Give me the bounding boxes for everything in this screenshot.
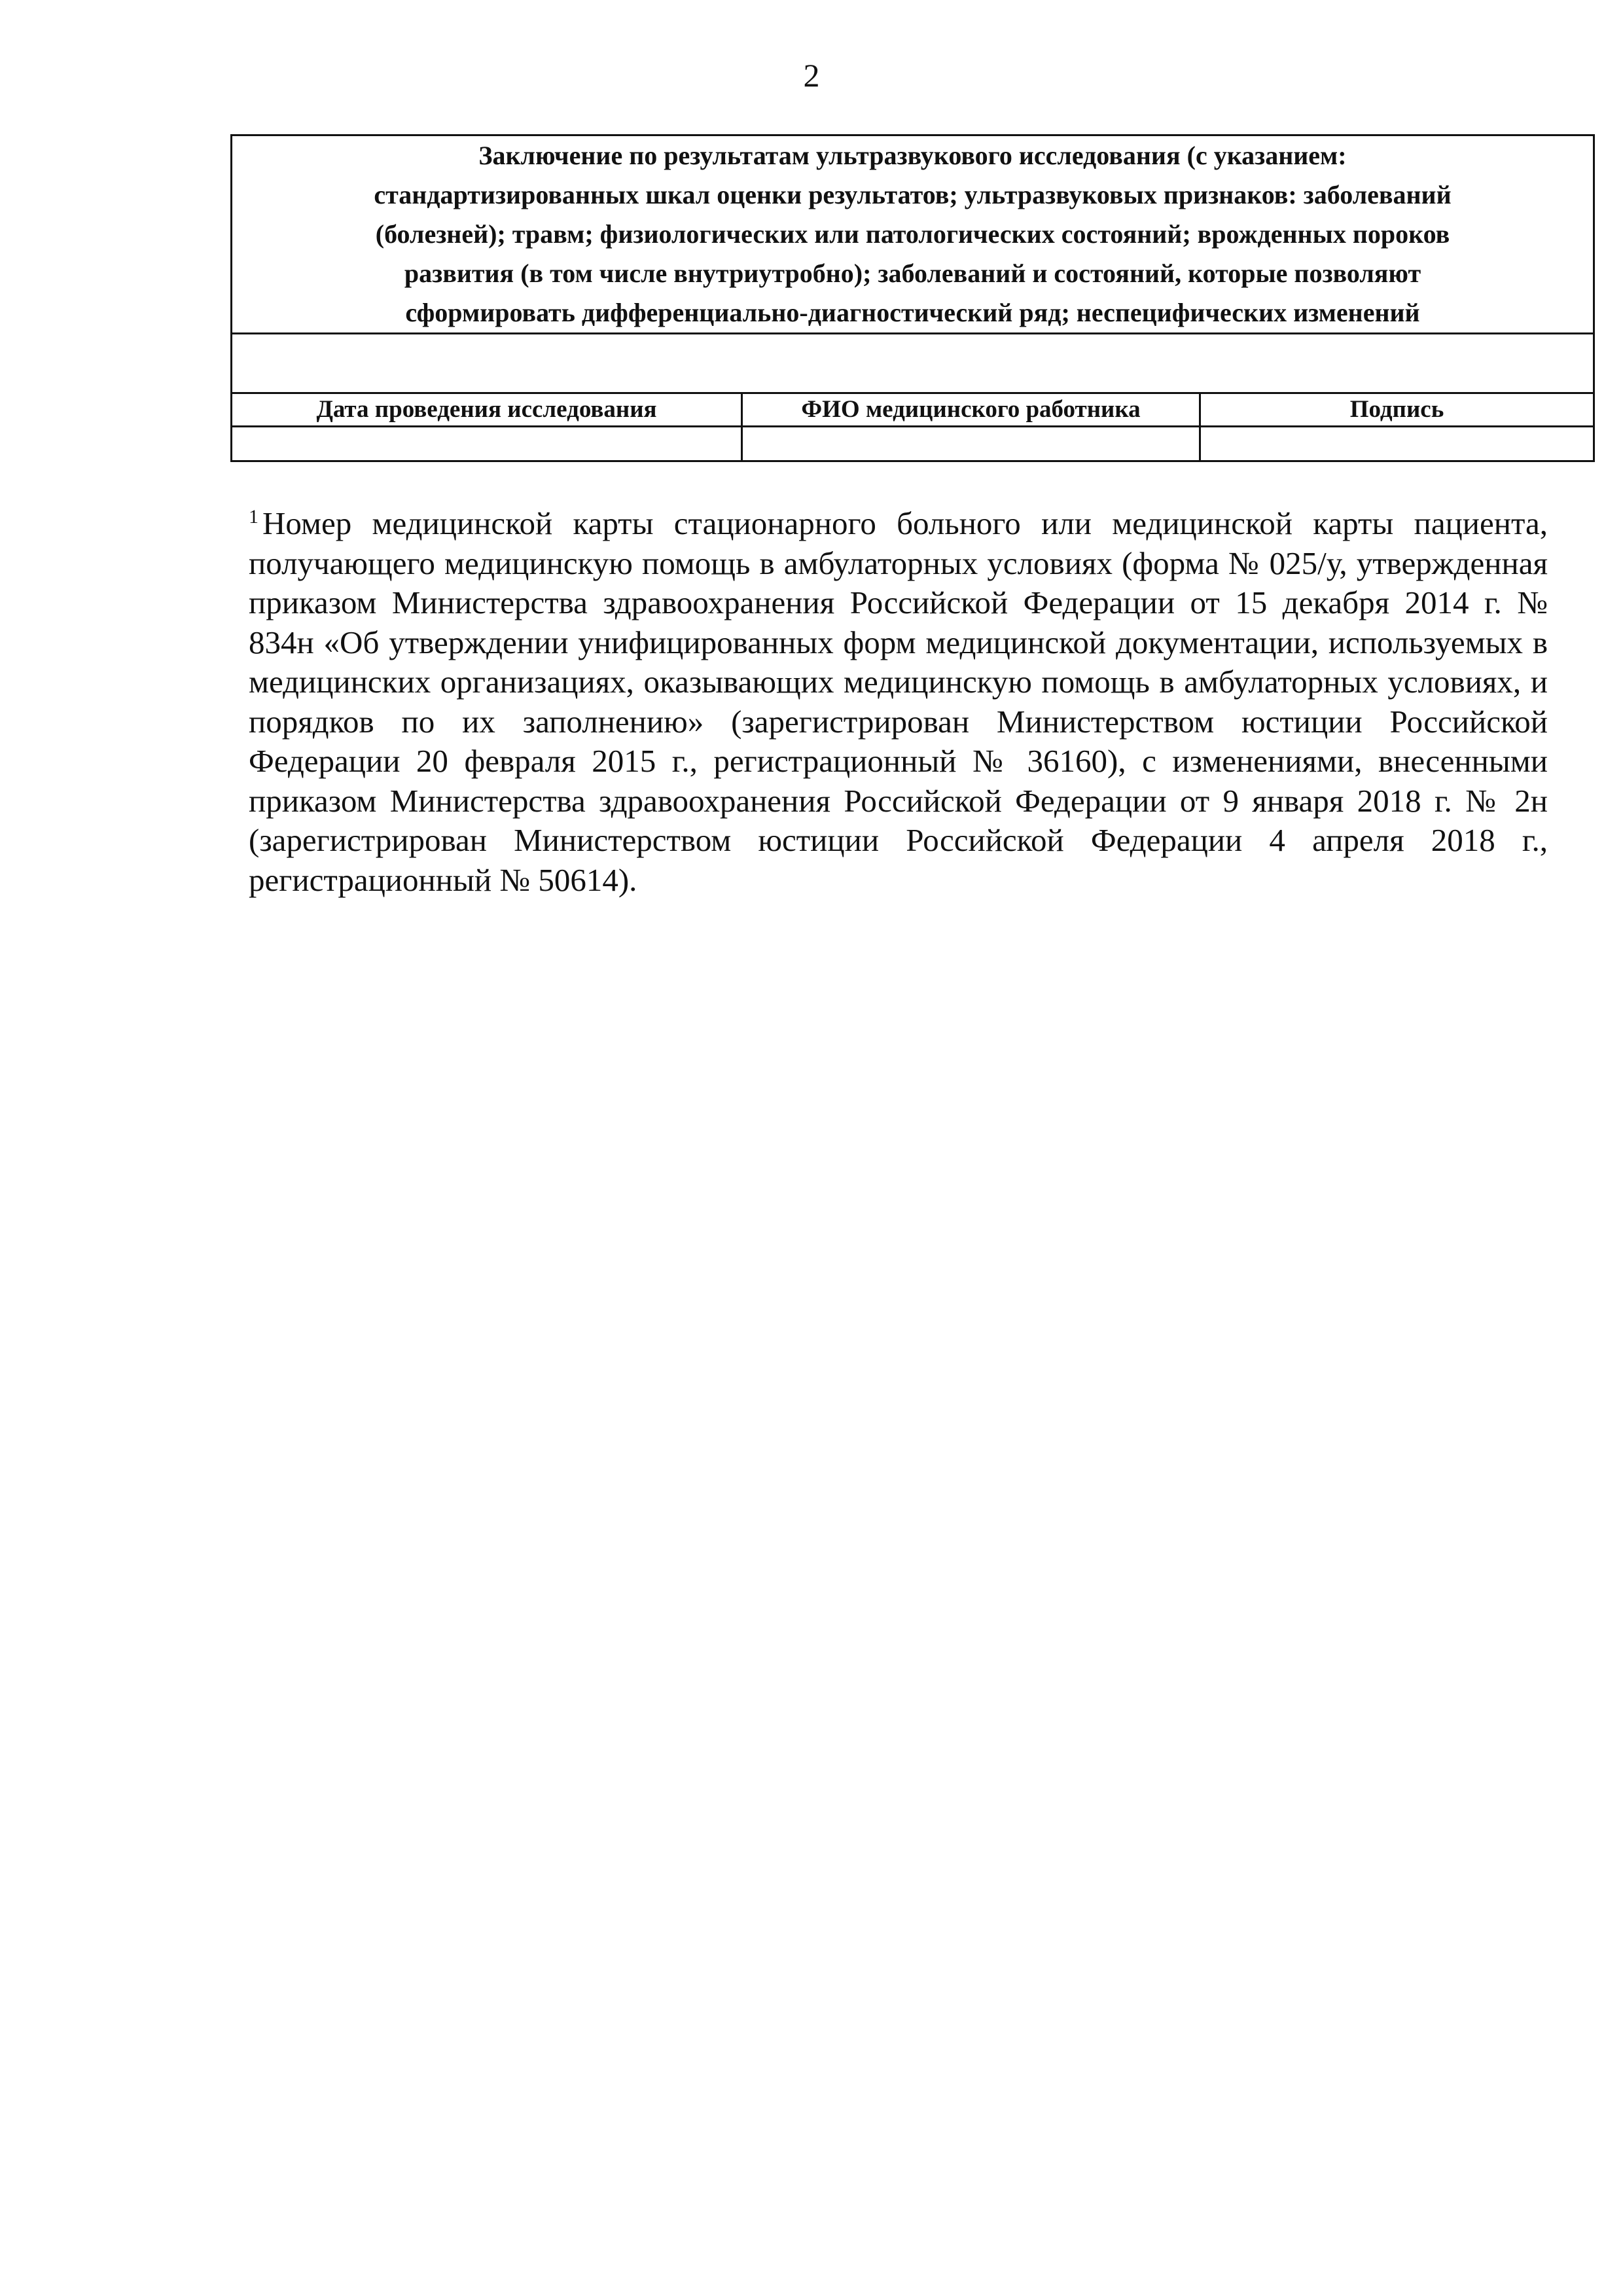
conclusion-header-cell [232,135,1594,334]
column-header-row [232,393,1594,427]
footnote-text: Номер медицинской карты стационарного больного или медицинской карты пациента, получающего медицинскую помощь в амбулаторных условиях (форма № 025/у, утвержденная приказом Министерства здравоохранения Российской Федерации от 15 декабря 2014 г. № 834н «Об утверждении унифицированных форм медицинской документации, используемых в медицинских организациях, оказывающих медицинскую помощь в амбулаторных условиях, и порядков по их заполнению» (зарегистрирован Министерством юстиции Российской Федерации 20 февраля 2015 г., регистрационный № 36160), с изменениями, внесенными приказом Министерства здравоохранения Российской Федерации от 9 января 2018 г. № 2н (зарегистрирован Министерством юстиции Российской Федерации 4 апреля 2018 г., регистрационный № 50614). [249,505,1548,898]
conclusion-header-line: (болезней); травм; физиологических или патологических состояний; врожденных пороков [375,219,1450,249]
page-number: 2 [803,57,820,94]
footnote [249,504,1548,900]
medical-worker-name-header: ФИО медицинского работника [742,393,1200,427]
signature-header: Подпись [1200,393,1594,427]
study-date-header: Дата проведения исследования [232,393,742,427]
footnote-paragraph [249,504,1548,900]
conclusion-header-line: сформировать дифференциально-диагностический ряд; неспецифических изменений [405,298,1420,327]
ultrasound-conclusion-table [230,134,1595,462]
conclusion-value-cell[interactable] [232,334,1594,393]
conclusion-value-row [232,334,1594,393]
study-date-value[interactable] [232,427,742,461]
signature-value[interactable] [1200,427,1594,461]
column-value-row [232,427,1594,461]
medical-worker-name-value[interactable] [742,427,1200,461]
conclusion-header-line: Заключение по результатам ультразвукового исследования (с указанием: [478,141,1347,170]
conclusion-header-line: стандартизированных шкал оценки результатов; ультразвуковых признаков: заболеваний [374,180,1452,209]
footnote-marker: 1 [249,505,259,528]
conclusion-header-row [232,135,1594,334]
conclusion-header-line: развития (в том числе внутриутробно); заболеваний и состояний, которые позволяют [404,259,1421,288]
